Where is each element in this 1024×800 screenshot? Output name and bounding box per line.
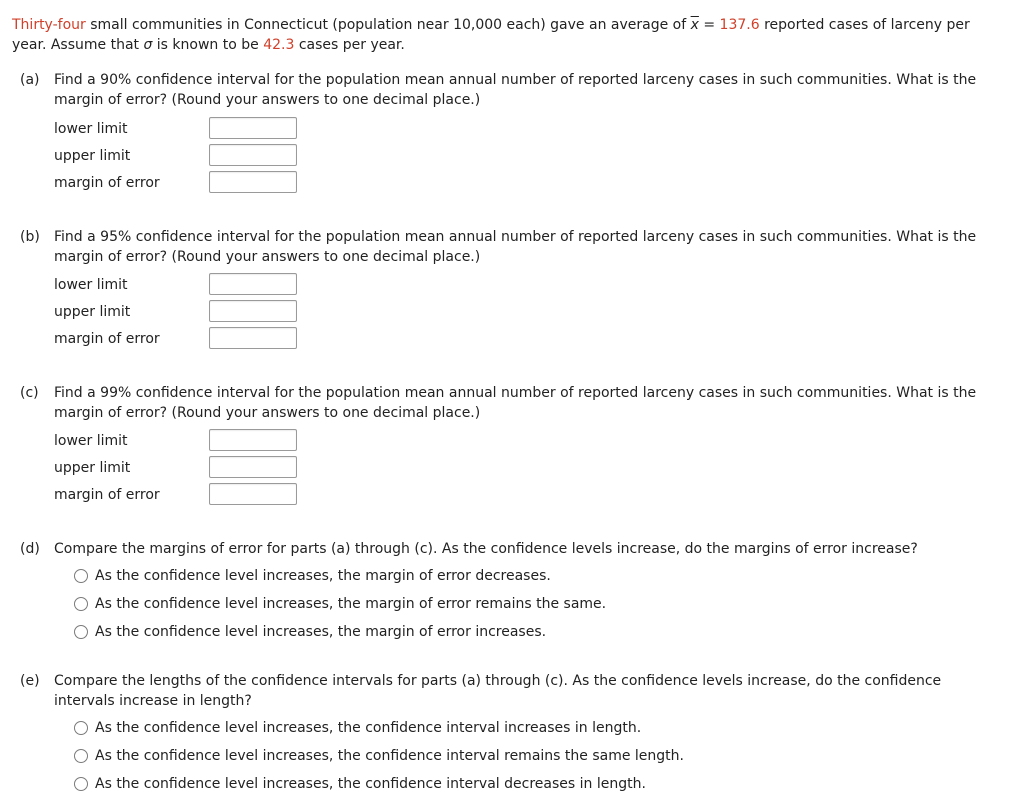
part-b-upper-row xyxy=(54,300,314,324)
part-a-upper-input[interactable] xyxy=(209,144,297,166)
part-c-lower-row xyxy=(54,429,314,453)
part-d-option-same[interactable] xyxy=(74,593,974,615)
part-d-option-increases[interactable] xyxy=(74,621,974,643)
part-a-question: Find a 90% confidence interval for the population mean annual number of reported larceny cases in such communities. What is the margin of error? (Round your answers to one decimal place.) xyxy=(54,72,977,108)
radio-button[interactable] xyxy=(74,749,88,763)
part-c-upper-input[interactable] xyxy=(209,456,297,478)
part-b-margin-row xyxy=(54,327,314,351)
part-e-option-decreases[interactable] xyxy=(74,773,974,795)
lower-limit-label: lower limit xyxy=(54,277,128,293)
xbar-symbol: $\overline{x}$ xyxy=(690,17,699,33)
part-e-option-increases[interactable] xyxy=(74,717,974,739)
intro-text-2: reported cases of larceny per year. Assume that xyxy=(12,17,970,53)
part-e-label: (e) xyxy=(20,673,40,689)
population-sd: 42.3 xyxy=(263,37,295,53)
option-label[interactable]: As the confidence level increases, the margin of error decreases. xyxy=(95,568,551,584)
part-d-question: Compare the margins of error for parts (a) through (c). As the confidence levels increase, do the margins of error increase? xyxy=(54,541,918,557)
upper-limit-label: upper limit xyxy=(54,148,131,164)
part-c-label: (c) xyxy=(20,385,39,401)
part-b-lower-row xyxy=(54,273,314,297)
part-a-margin-input[interactable] xyxy=(209,171,297,193)
part-c-question: Find a 99% confidence interval for the population mean annual number of reported larceny cases in such communities. What is the margin of error? (Round your answers to one decimal place.) xyxy=(54,385,977,421)
margin-of-error-label: margin of error xyxy=(54,175,160,191)
radio-button[interactable] xyxy=(74,625,88,639)
part-a-upper-row xyxy=(54,144,314,168)
intro-text-1: small communities in Connecticut (population near 10,000 each) gave an average of xyxy=(85,17,691,33)
problem-statement xyxy=(12,15,1002,55)
part-c-margin-input[interactable] xyxy=(209,483,297,505)
part-a-lower-row xyxy=(54,117,314,141)
radio-button[interactable] xyxy=(74,597,88,611)
option-label[interactable]: As the confidence level increases, the confidence interval remains the same length. xyxy=(95,748,684,764)
part-c-margin-row xyxy=(54,483,314,507)
part-d-option-decreases[interactable] xyxy=(74,565,974,587)
equals-sign: = xyxy=(698,17,720,33)
option-label[interactable]: As the confidence level increases, the margin of error remains the same. xyxy=(95,596,607,612)
part-b-margin-input[interactable] xyxy=(209,327,297,349)
radio-button[interactable] xyxy=(74,777,88,791)
part-d-label: (d) xyxy=(20,541,40,557)
option-label[interactable]: As the confidence level increases, the confidence interval increases in length. xyxy=(95,720,642,736)
option-label[interactable]: As the confidence level increases, the confidence interval decreases in length. xyxy=(95,776,646,792)
lower-limit-label: lower limit xyxy=(54,433,128,449)
part-b-lower-input[interactable] xyxy=(209,273,297,295)
part-b-upper-input[interactable] xyxy=(209,300,297,322)
part-a-margin-row xyxy=(54,171,314,195)
intro-text-4: cases per year. xyxy=(294,37,405,53)
part-e-question: Compare the lengths of the confidence intervals for parts (a) through (c). As the confidence levels increase, do the confidence intervals increase in length? xyxy=(54,673,942,709)
intro-text-3: is known to be xyxy=(152,37,264,53)
part-a-label: (a) xyxy=(20,72,40,88)
part-c-upper-row xyxy=(54,456,314,480)
part-e-option-same[interactable] xyxy=(74,745,974,767)
option-label[interactable]: As the confidence level increases, the margin of error increases. xyxy=(95,624,547,640)
sample-size: Thirty-four xyxy=(12,17,86,33)
part-c-lower-input[interactable] xyxy=(209,429,297,451)
radio-button[interactable] xyxy=(74,721,88,735)
part-a-lower-input[interactable] xyxy=(209,117,297,139)
sample-mean: 137.6 xyxy=(719,17,760,33)
margin-of-error-label: margin of error xyxy=(54,331,160,347)
lower-limit-label: lower limit xyxy=(54,121,128,137)
upper-limit-label: upper limit xyxy=(54,304,131,320)
upper-limit-label: upper limit xyxy=(54,460,131,476)
part-b-label: (b) xyxy=(20,229,40,245)
radio-button[interactable] xyxy=(74,569,88,583)
part-b-question: Find a 95% confidence interval for the population mean annual number of reported larceny cases in such communities. What is the margin of error? (Round your answers to one decimal place.) xyxy=(54,229,977,265)
margin-of-error-label: margin of error xyxy=(54,487,160,503)
sigma-symbol: σ xyxy=(143,37,153,53)
